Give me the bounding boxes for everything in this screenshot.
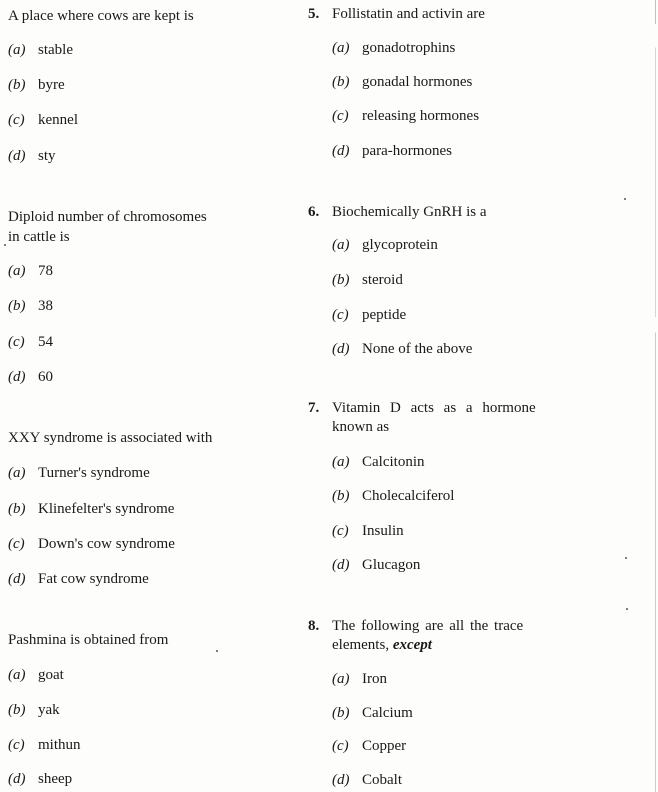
question-stem: in cattle is [8,229,70,245]
option-letter: (b) [332,74,350,90]
option-item [8,500,174,518]
option-text: yak [38,702,60,718]
option-text: Glucagon [362,557,421,573]
option-text: steroid [362,272,403,288]
option-text: Down's cow syndrome [38,536,175,552]
option-text: Turner's syndrome [38,465,150,481]
option-item [8,770,72,788]
option-item [332,487,454,505]
question-item [308,5,485,23]
option-text: Insulin [362,523,404,539]
option-text: kennel [38,112,78,128]
scan-speck [4,244,6,246]
option-item [332,704,413,722]
option-text: peptide [362,307,407,323]
question-number: 5. [308,6,320,22]
option-letter: (c) [8,334,25,350]
option-text: gonadal hormones [362,74,473,90]
option-letter: (c) [332,738,349,754]
option-item [8,736,81,754]
question-number: 6. [308,204,320,220]
option-text: 38 [38,298,53,314]
option-text: 78 [38,263,53,279]
option-item [8,262,53,280]
option-text: mithun [38,737,81,753]
option-text: Calcitonin [362,454,425,470]
question-stem [332,636,432,654]
scan-speck [624,198,626,200]
emphasis-text: except [392,637,432,653]
scan-speck [216,650,218,652]
option-letter: (d) [332,772,350,788]
option-text: stable [38,42,73,58]
option-text: sty [38,148,56,164]
option-text: Fat cow syndrome [38,571,149,587]
option-item [8,76,65,94]
right-column [300,0,658,792]
option-item [332,39,455,57]
option-text: Klinefelter's syndrome [38,501,175,517]
option-item [332,73,472,91]
option-text: Iron [362,671,387,687]
option-item [332,670,387,688]
option-text: 54 [38,334,53,350]
option-letter: (c) [8,737,25,753]
option-item [332,771,402,789]
question-stem: Follistatin and activin are [332,6,485,22]
option-text: para-hormones [362,143,452,159]
option-item [332,306,406,324]
question-item [308,617,523,635]
option-text: Calcium [362,705,413,721]
page-edge-shadow [655,0,656,792]
option-item [332,142,452,160]
question-stem: Diploid number of chromosomes [8,209,207,225]
option-item [8,535,175,553]
option-letter: (d) [332,341,350,357]
scan-speck [625,557,627,559]
option-item [332,271,403,289]
option-letter: (b) [8,501,26,517]
option-item [8,666,64,684]
option-letter: (b) [332,705,350,721]
option-item [8,333,53,351]
option-item [332,737,406,755]
option-item [332,522,404,540]
option-item [8,147,56,165]
option-letter: (a) [8,667,26,683]
option-text: glycoprotein [362,237,438,253]
option-text: goat [38,667,64,683]
option-item [8,297,53,315]
question-number: 7. [308,400,320,416]
option-item [8,111,78,129]
option-text: Copper [362,738,407,754]
option-letter: (a) [332,40,350,56]
option-letter: (c) [8,112,25,128]
option-item [8,464,150,482]
option-letter: (c) [332,523,349,539]
option-item [8,41,73,59]
option-text: None of the above [362,341,473,357]
scan-speck [626,608,628,610]
option-letter: (b) [332,488,350,504]
option-item [8,701,60,719]
option-item [332,340,472,358]
option-item [332,453,425,471]
option-text: releasing hormones [362,108,480,124]
option-letter: (a) [8,263,26,279]
question-item [308,399,536,417]
option-letter: (d) [332,143,350,159]
option-letter: (c) [332,307,349,323]
option-letter: (d) [8,369,26,385]
option-letter: (c) [8,536,25,552]
option-item [8,368,53,386]
left-column [0,0,300,792]
option-letter: (b) [8,77,26,93]
option-text: Cobalt [362,772,402,788]
option-text: gonadotrophins [362,40,456,56]
option-item [8,570,149,588]
option-letter: (d) [8,571,26,587]
option-letter: (b) [332,272,350,288]
stem-text: elements, [332,637,390,653]
option-text: Cholecalciferol [362,488,455,504]
question-number: 8. [308,618,320,634]
option-letter: (c) [332,108,349,124]
question-stem: XXY syndrome is associated with [8,430,213,446]
question-stem: Vitamin D acts as a hormone [332,400,536,416]
option-letter: (a) [332,454,350,470]
option-text: 60 [38,369,53,385]
question-stem: Biochemically GnRH is a [332,204,487,220]
option-letter: (a) [8,465,26,481]
option-text: byre [38,77,65,93]
question-stem: A place where cows are kept is [8,8,194,24]
option-letter: (d) [8,148,26,164]
option-item [332,556,420,574]
option-letter: (b) [8,298,26,314]
option-letter: (a) [332,671,350,687]
question-stem: The following are all the trace [332,618,524,634]
question-stem: Pashmina is obtained from [8,632,169,648]
option-letter: (d) [8,771,26,787]
option-text: sheep [38,771,73,787]
option-letter: (b) [8,702,26,718]
question-item [308,203,487,221]
option-letter: (a) [332,237,350,253]
option-letter: (a) [8,42,26,58]
question-stem: known as [332,419,390,435]
option-item [332,107,479,125]
option-item [332,236,438,254]
option-letter: (d) [332,557,350,573]
